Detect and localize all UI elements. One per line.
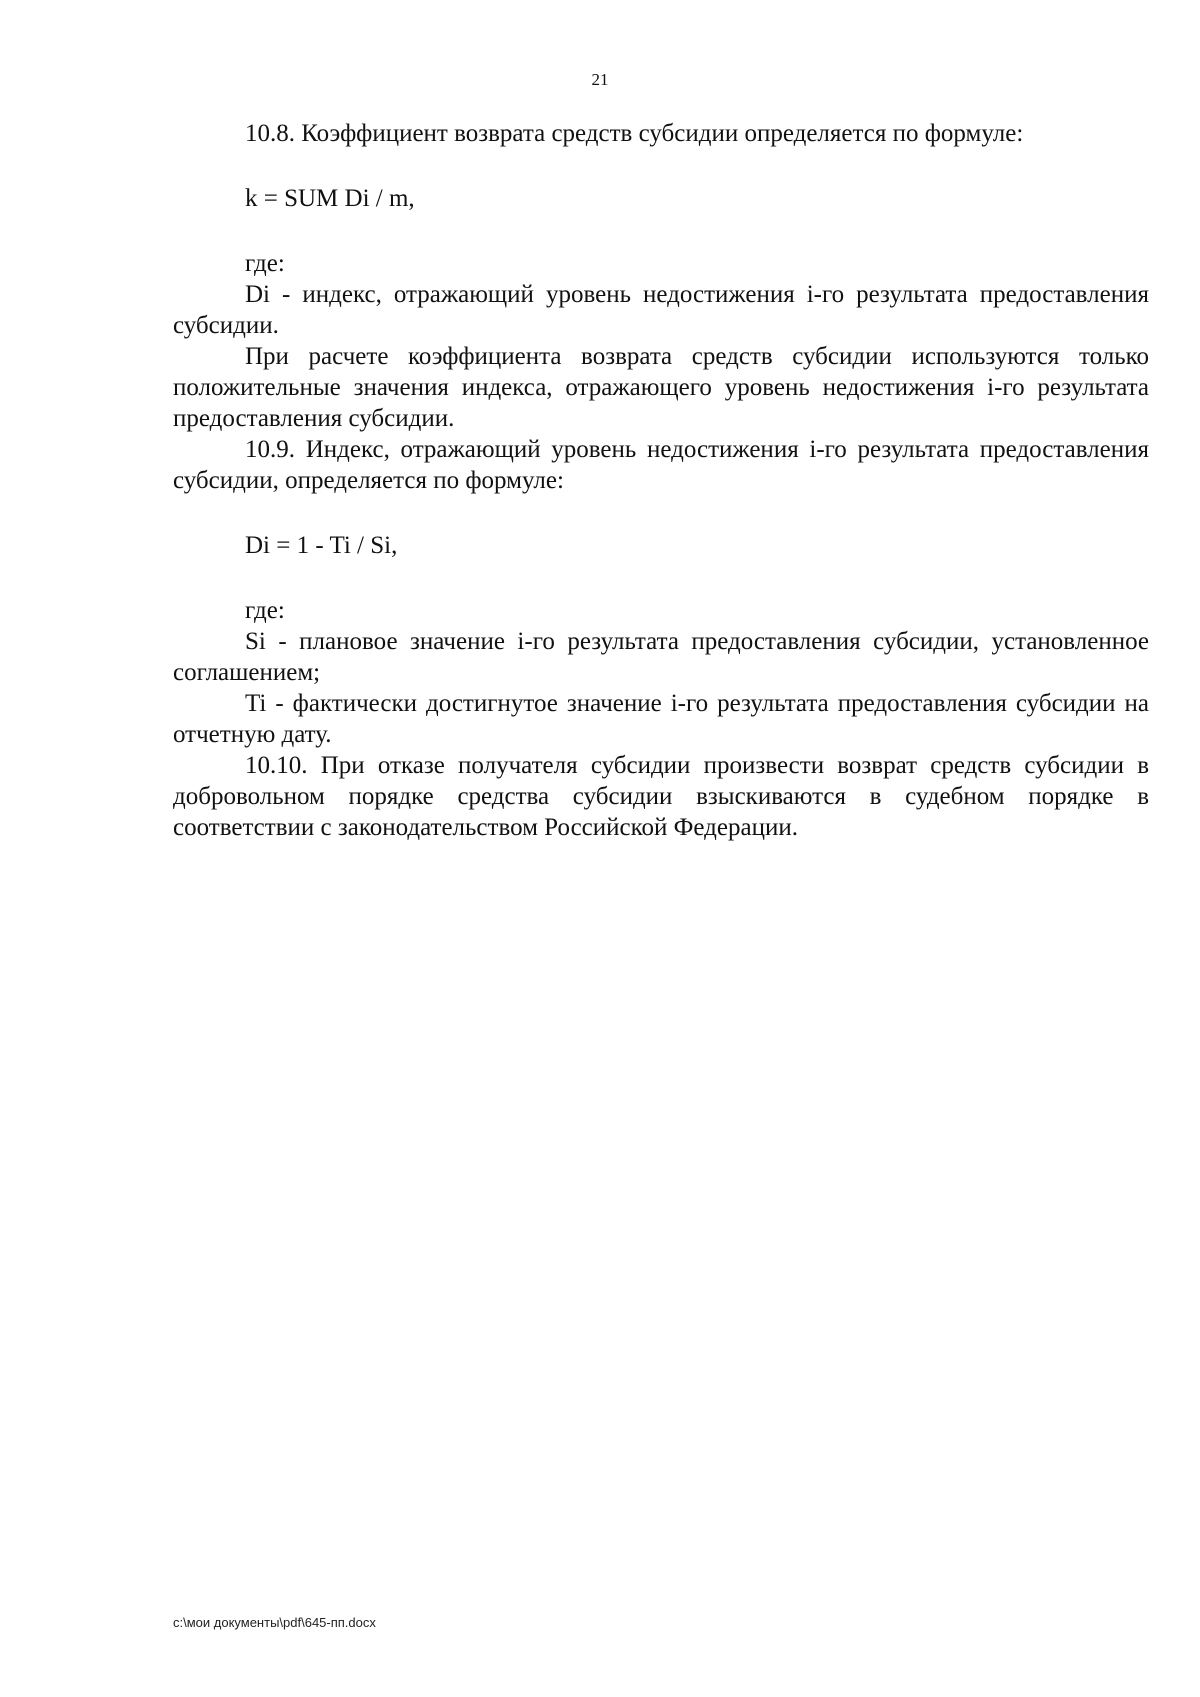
where-label-2: где:: [245, 597, 285, 624]
paragraph-calculation: При расчете коэффициента возврата средств субсидии используются только положительные значения индекса, отражающего уровень недостижения i-го результата предоставления субсидии.: [173, 343, 1149, 432]
footer-file-path: с:\мои документы\pdf\645-пп.docx: [173, 1615, 376, 1630]
paragraph-10-9: 10.9. Индекс, отражающий уровень недостижения i-го результата предоставления субсидии, определяется по формуле:: [173, 436, 1149, 494]
formula-k: k = SUM Di / m,: [245, 185, 415, 212]
page-number: 21: [591, 70, 609, 89]
document-body: [173, 118, 1149, 843]
paragraph-10-10: 10.10. При отказе получателя субсидии произвести возврат средств субсидии в добровольном порядке средства субсидии взыскиваются в судебном порядке в соответствии с законодательством Российской Федерации.: [173, 752, 1149, 841]
definition-ti: Ti - фактически достигнутое значение i-го результата предоставления субсидии на отчетную дату.: [173, 690, 1149, 748]
definition-si: Si - плановое значение i-го результата предоставления субсидии, установленное соглашением;: [173, 628, 1149, 686]
formula-di: Di = 1 - Ti / Si,: [245, 532, 398, 559]
where-label-1: где:: [245, 250, 285, 277]
paragraph-10-8: 10.8. Коэффициент возврата средств субсидии определяется по формуле:: [245, 120, 1024, 147]
definition-di: Di - индекс, отражающий уровень недостижения i-го результата предоставления субсидии.: [173, 281, 1149, 339]
